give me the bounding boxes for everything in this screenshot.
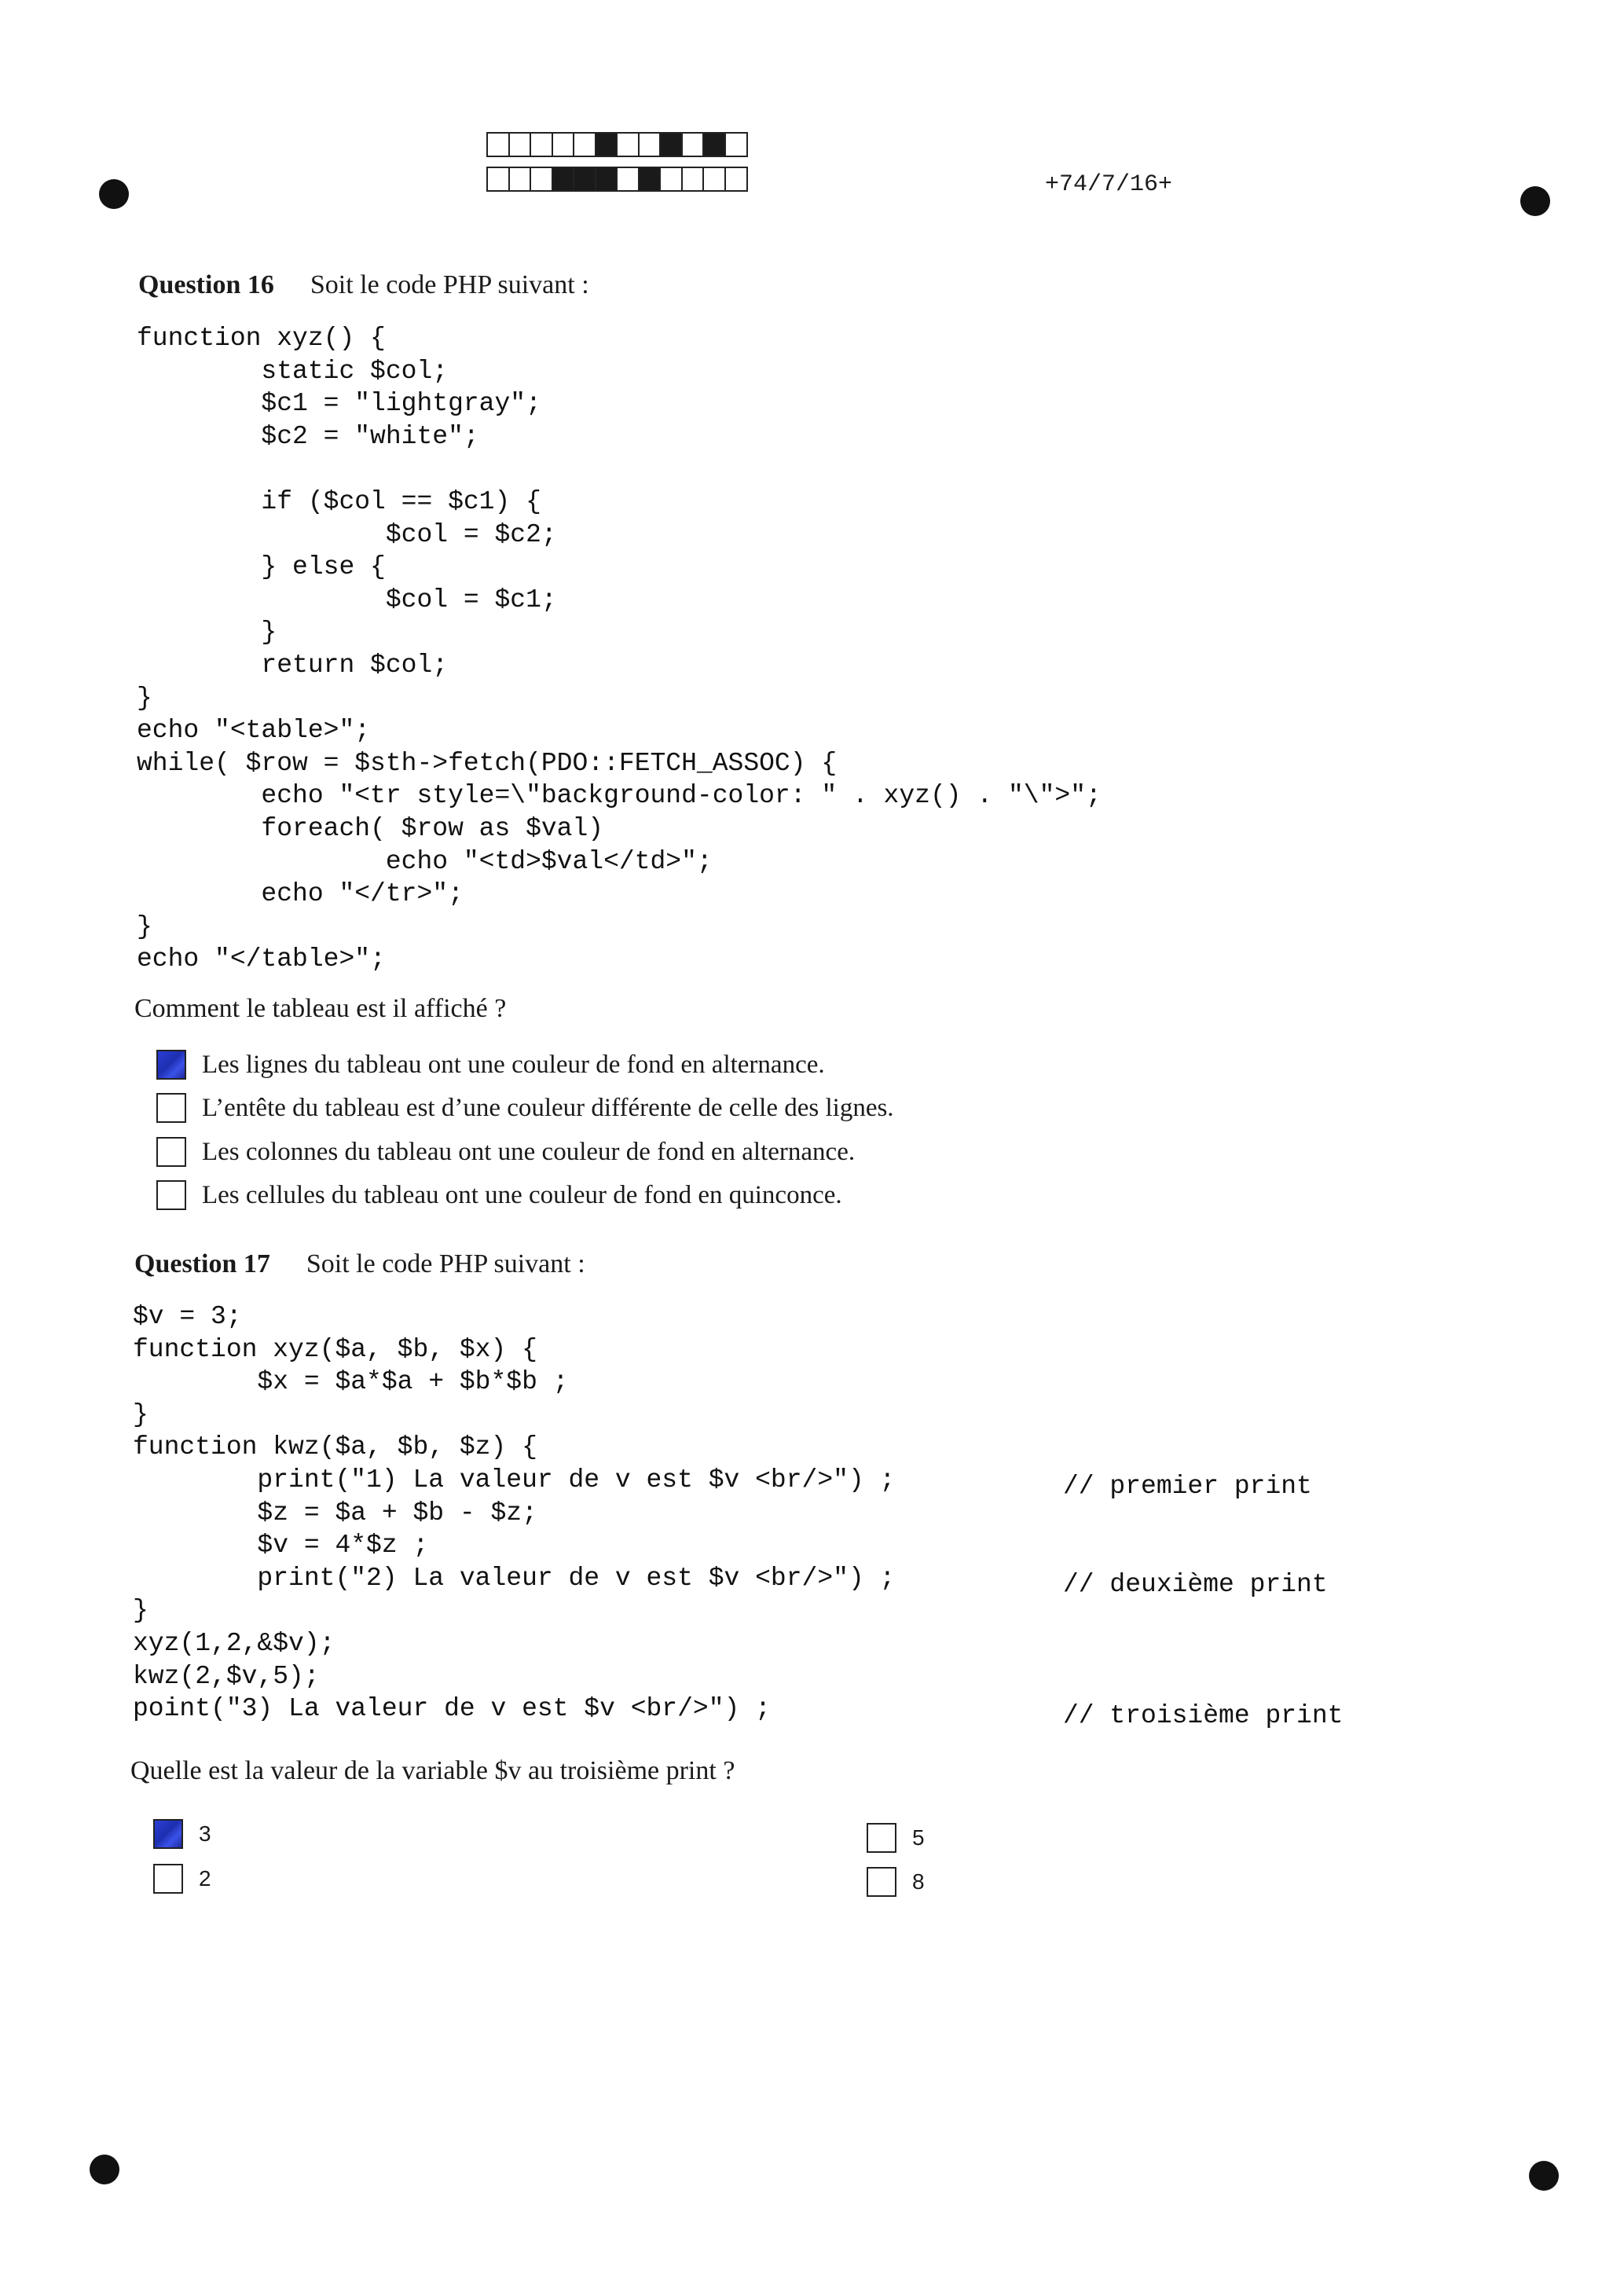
- checkbox[interactable]: [156, 1093, 186, 1123]
- corner-mark-top-left: [99, 179, 129, 209]
- option-label: Les cellules du tableau ont une couleur de fond en quinconce.: [202, 1180, 842, 1209]
- q17-option-8[interactable]: [867, 1867, 925, 1897]
- option-label: Les lignes du tableau ont une couleur de fond en alternance.: [202, 1050, 825, 1079]
- id-grid-cell: [508, 132, 532, 157]
- id-grid-cell: [486, 132, 510, 157]
- page-id: +74/7/16+: [1045, 171, 1173, 198]
- checkbox[interactable]: [867, 1867, 896, 1897]
- comment-deuxieme-print: // deuxième print: [1063, 1570, 1328, 1599]
- id-grid-cell-filled: [595, 132, 618, 157]
- id-grid-cell: [702, 167, 726, 192]
- q17-prompt: Quelle est la valeur de la variable $v au troisième print ?: [130, 1756, 735, 1785]
- q16-prompt: Comment le tableau est il affiché ?: [134, 994, 507, 1023]
- id-grid-cell: [530, 167, 553, 192]
- question-number: Question 17: [134, 1249, 270, 1278]
- checkbox[interactable]: [156, 1137, 186, 1167]
- id-grid-cell-filled: [595, 167, 618, 192]
- q17-option-2[interactable]: [153, 1864, 211, 1894]
- question-number: Question 16: [138, 270, 274, 299]
- id-grid-row-2: [486, 167, 746, 192]
- question-intro: Soit le code PHP suivant :: [306, 1249, 585, 1278]
- question-17-header: [134, 1249, 585, 1279]
- q17-code-block: $v = 3; function xyz($a, $b, $x) { $x = $a*$a + $b*$b ; } function kwz($a, $b, $z) { print("1) La valeur de v est $v <br/>") ; $z = $a + $b - $z; $v = 4*$z ; print("2) La valeur de v est $v <br/>") ; } xyz(1,2,&$v); kwz(2,$v,5); point("3) La valeur de v est $v <br/>") ;: [133, 1302, 896, 1724]
- option-label: 8: [912, 1869, 925, 1894]
- id-grid-row-1: [486, 132, 746, 157]
- id-grid-cell: [508, 167, 532, 192]
- id-grid-cell: [681, 132, 705, 157]
- q17-option-5[interactable]: [867, 1823, 925, 1853]
- id-grid-cell: [552, 132, 575, 157]
- id-grid-cell-filled: [573, 167, 596, 192]
- id-grid-cell-filled: [552, 167, 575, 192]
- option-label: Les colonnes du tableau ont une couleur de fond en alternance.: [202, 1137, 856, 1166]
- option-label: 5: [912, 1825, 925, 1850]
- id-grid-cell: [724, 132, 748, 157]
- id-grid-cell: [681, 167, 705, 192]
- q16-option-4[interactable]: [156, 1180, 842, 1210]
- question-16-header: [138, 270, 589, 300]
- id-grid-cell: [530, 132, 553, 157]
- checkbox[interactable]: [156, 1180, 186, 1210]
- id-grid-cell-filled: [702, 132, 726, 157]
- q16-code-block: function xyz() { static $col; $c1 = "lightgray"; $c2 = "white"; if ($col == $c1) { $col = $c2; } else { $col = $c1; } return $col; } echo "<table>"; while( $row = $sth->fetch(PDO::FETCH_ASSOC) { echo "<tr style=\"background-color: " . xyz() . "\">"; foreach( $row as $val) echo "<td>$val</td>"; echo "</tr>"; } echo "</table>";: [137, 324, 1102, 974]
- q16-option-1[interactable]: [156, 1050, 825, 1080]
- q16-option-2[interactable]: [156, 1093, 894, 1123]
- q16-option-3[interactable]: [156, 1137, 855, 1167]
- id-grid-cell: [659, 167, 683, 192]
- id-grid-cell: [573, 132, 596, 157]
- id-grid-cell-filled: [659, 132, 683, 157]
- option-label: 2: [199, 1866, 211, 1891]
- id-grid-cell: [616, 132, 640, 157]
- corner-mark-bottom-left: [90, 2155, 119, 2184]
- corner-mark-top-right: [1520, 186, 1550, 216]
- q17-option-3[interactable]: [153, 1819, 211, 1849]
- checkbox[interactable]: [153, 1864, 183, 1894]
- option-label: L’entête du tableau est d’une couleur différente de celle des lignes.: [202, 1093, 894, 1122]
- id-grid-cell: [616, 167, 640, 192]
- corner-mark-bottom-right: [1529, 2161, 1559, 2191]
- option-label: 3: [199, 1821, 211, 1846]
- checkbox[interactable]: [153, 1819, 183, 1849]
- checkbox[interactable]: [867, 1823, 896, 1853]
- question-intro: Soit le code PHP suivant :: [310, 270, 589, 299]
- id-grid-cell-filled: [638, 167, 662, 192]
- checkbox[interactable]: [156, 1050, 186, 1080]
- id-grid-cell: [486, 167, 510, 192]
- comment-premier-print: // premier print: [1063, 1472, 1312, 1501]
- comment-troisieme-print: // troisième print: [1063, 1701, 1344, 1730]
- id-grid-cell: [724, 167, 748, 192]
- id-grid-cell: [638, 132, 662, 157]
